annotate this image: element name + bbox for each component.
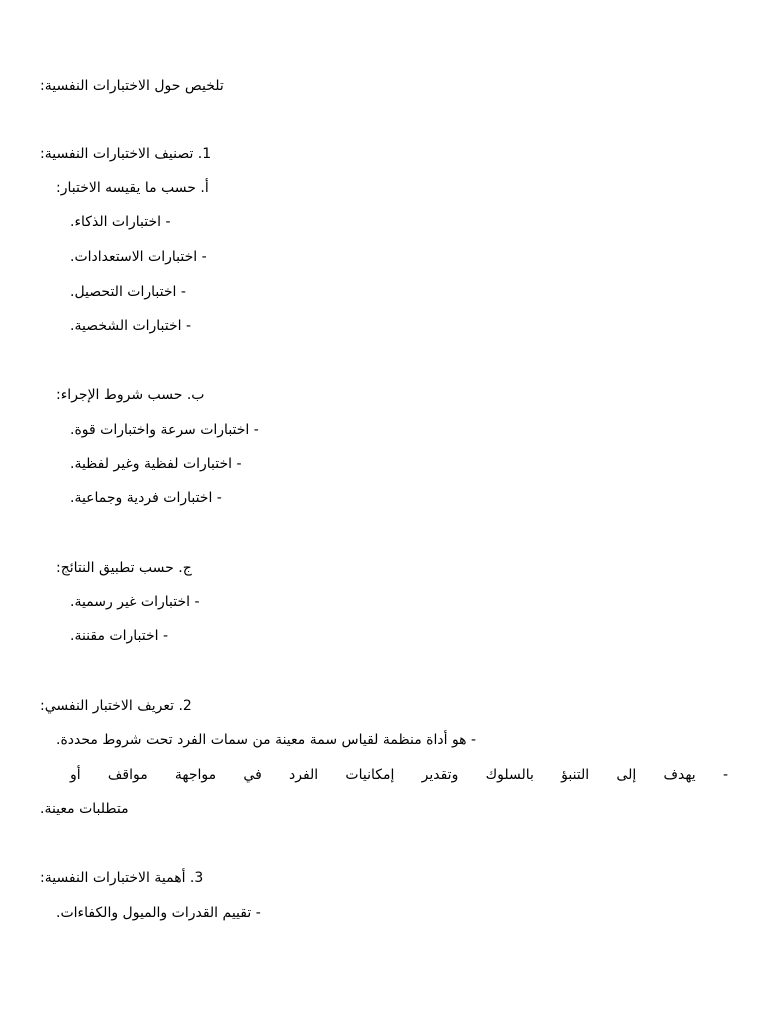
list-item-text: - اختبارات مقننة. (70, 628, 169, 644)
section-1a-heading (56, 178, 728, 198)
section-1-heading-text: 1. تصنيف الاختبارات النفسية: (40, 146, 212, 162)
list-item (70, 488, 728, 508)
list-item-text: - اختبارات لفظية وغير لفظية. (70, 456, 242, 472)
list-item-text: - اختبارات الذكاء. (70, 214, 171, 230)
importance-line (56, 903, 728, 923)
list-item-text: - اختبارات الشخصية. (70, 318, 192, 334)
purpose-line (70, 765, 728, 785)
document-title (40, 76, 728, 96)
section-2-heading-text: 2. تعريف الاختبار النفسي: (40, 698, 192, 714)
list-item-text: - اختبارات فردية وجماعية. (70, 490, 222, 506)
importance-line-text: - تقييم القدرات والميول والكفاءات. (56, 905, 261, 921)
list-item-text: - اختبارات الاستعدادات. (70, 249, 207, 265)
purpose-line-continued (40, 799, 728, 819)
purpose-line-text: - يهدف إلى التنبؤ بالسلوك وتقدير إمكانيات الفرد في مواجهة مواقف أو (70, 767, 728, 783)
definition-line (56, 730, 728, 750)
section-1b-heading-text: ب. حسب شروط الإجراء: (56, 387, 205, 403)
section-2-heading (40, 696, 728, 716)
definition-line-text: - هو أداة منظمة لقياس سمة معينة من سمات الفرد تحت شروط محددة. (56, 732, 477, 748)
section-1-heading (40, 144, 728, 164)
list-item (70, 247, 728, 267)
purpose-line-continued-text: متطلبات معينة. (40, 801, 129, 817)
section-1c-heading (56, 558, 728, 578)
list-item-text: - اختبارات غير رسمية. (70, 594, 200, 610)
section-1b-heading (56, 385, 728, 405)
list-item (70, 592, 728, 612)
list-item (70, 454, 728, 474)
list-item (70, 420, 728, 440)
section-3-heading-text: 3. أهمية الاختبارات النفسية: (40, 870, 204, 886)
list-item (70, 626, 728, 646)
list-item (70, 316, 728, 336)
list-item-text: - اختبارات سرعة واختبارات قوة. (70, 422, 259, 438)
section-1a-heading-text: أ. حسب ما يقيسه الاختبار: (56, 180, 209, 196)
document-title-text: تلخيص حول الاختبارات النفسية: (40, 78, 224, 94)
list-item (70, 212, 728, 232)
section-3-heading (40, 868, 728, 888)
list-item-text: - اختبارات التحصيل. (70, 284, 186, 300)
list-item (70, 282, 728, 302)
section-1c-heading-text: ج. حسب تطبيق النتائج: (56, 560, 192, 576)
